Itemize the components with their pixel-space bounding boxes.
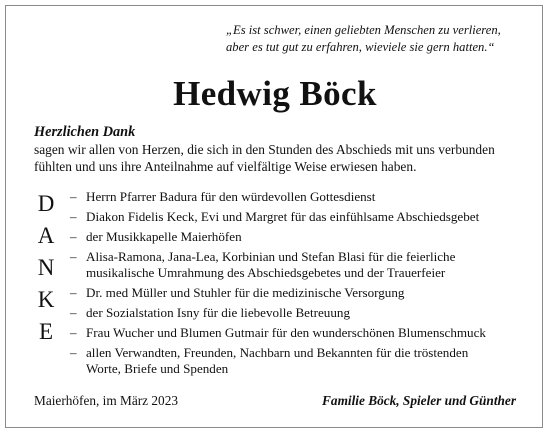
epigraph-quote [226, 22, 516, 56]
danke-letter: A [37, 223, 55, 248]
danke-letter: N [37, 255, 55, 280]
deceased-name: Hedwig Böck [173, 74, 377, 113]
danke-vertical [34, 188, 58, 348]
intro-text [34, 142, 524, 175]
dash-marker: – [70, 229, 77, 244]
intro-line-2: fühlten und uns ihre Anteilnahme auf vielfältige Weise erwiesen haben. [34, 158, 417, 174]
danke-letter: E [38, 319, 54, 344]
list-item-text: allen Verwandten, Freunden, Nachbarn und Bekannten für die tröstenden [86, 345, 469, 361]
list-item-text: der Musikkapelle Maierhöfen [86, 229, 242, 244]
list-item-text: Frau Wucher und Blumen Gutmair für den wunderschönen Blumenschmuck [86, 325, 486, 341]
danke-letter: D [37, 191, 55, 216]
list-item-text: musikalische Umrahmung des Abschiedsgebetes und der Trauerfeier [86, 265, 446, 281]
list-item-text: der Sozialstation Isny für die liebevolle Betreuung [86, 305, 350, 321]
danke-letter: K [37, 287, 55, 312]
list-item [70, 229, 530, 245]
list-item-text: Dr. med Müller und Stuhler für die medizinische Versorgung [86, 285, 405, 301]
dash-marker: – [70, 325, 77, 341]
list-item-text: Worte, Briefe und Spenden [86, 361, 229, 377]
list-item [70, 285, 530, 301]
list-item [70, 325, 530, 341]
quote-line-1: „Es ist schwer, einen geliebten Menschen zu verlieren, [226, 23, 501, 37]
list-item [70, 345, 530, 377]
dash-marker: – [70, 209, 77, 224]
dash-marker: – [70, 345, 77, 361]
quote-line-2: aber es tut gut zu erfahren, wieviele sie gern hatten.“ [226, 40, 495, 54]
thanks-list [70, 189, 530, 381]
place-date: Maierhöfen, im März 2023 [34, 393, 179, 408]
family-signature: Familie Böck, Spieler und Günther [322, 393, 516, 408]
list-item-text: Alisa-Ramona, Jana-Lea, Korbinian und Stefan Blasi für die feierliche [86, 249, 456, 264]
list-item [70, 209, 530, 225]
thanks-heading: Herzlichen Dank [34, 124, 136, 140]
list-item-text: Herrn Pfarrer Badura für den würdevollen Gottesdienst [86, 189, 376, 204]
list-item [70, 305, 530, 321]
list-item-text: Diakon Fidelis Keck, Evi und Margret für das einfühlsame Abschiedsgebet [86, 209, 480, 224]
list-item [70, 189, 530, 205]
dash-marker: – [70, 305, 77, 321]
list-item [70, 249, 530, 281]
intro-line-1: sagen wir allen von Herzen, die sich in den Stunden des Abschieds mit uns verbunden [34, 142, 495, 157]
dash-marker: – [70, 249, 77, 264]
dash-marker: – [70, 189, 77, 204]
dash-marker: – [70, 285, 77, 301]
